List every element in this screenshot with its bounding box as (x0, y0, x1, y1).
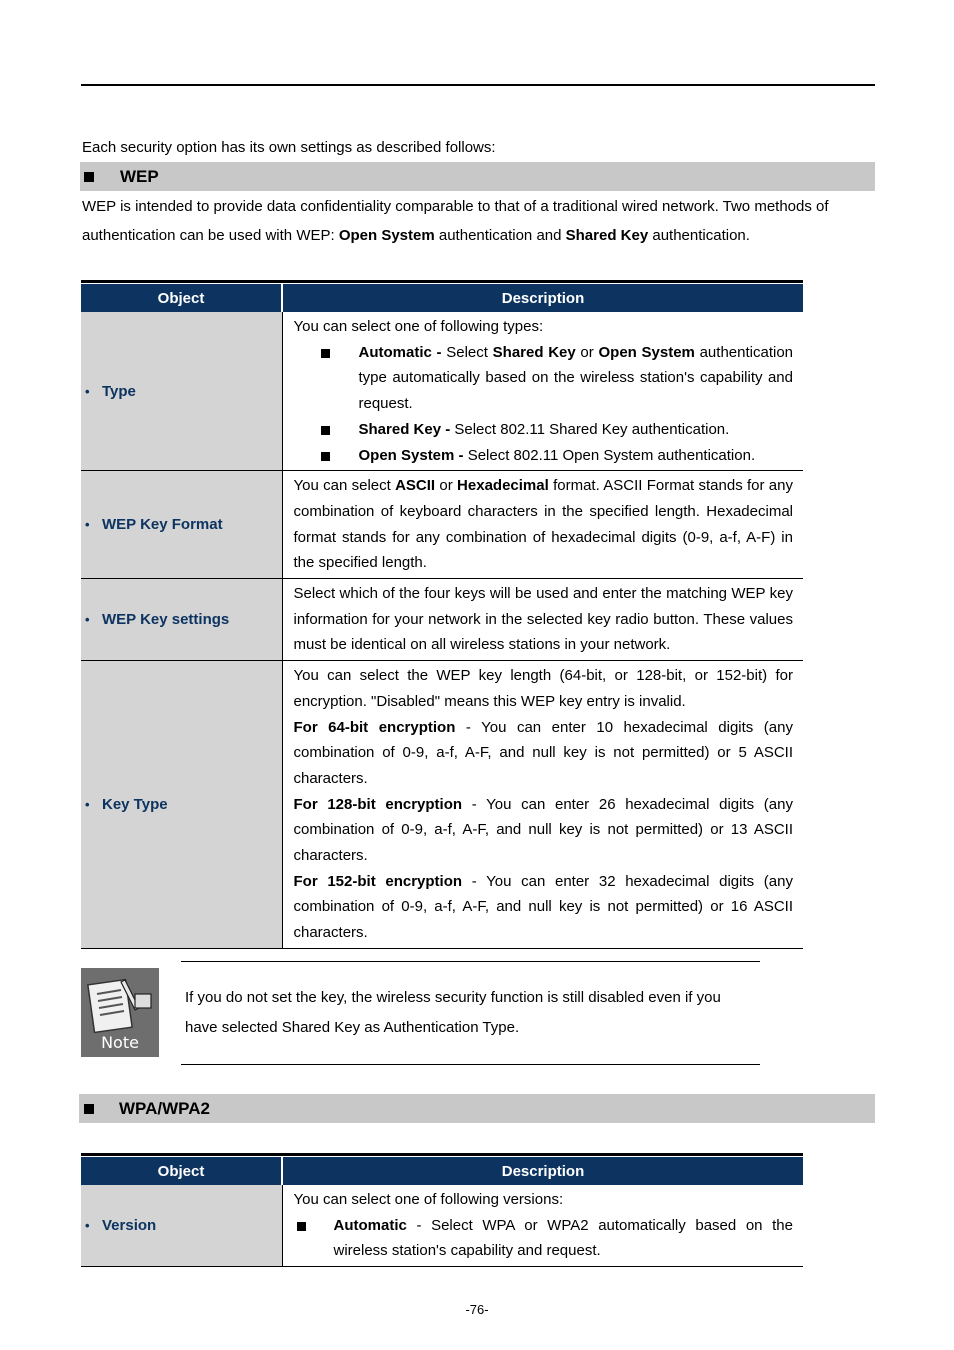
table-top-rule (81, 280, 803, 283)
desc-wep-key-format: You can select ASCII or Hexadecimal format. ASCII Format stands for any combination of keyboard characters in the specified length. Hexadecimal format stands for any combination of hexadecimal digits (0-9, a-f, A-F) in the specified length. (282, 471, 803, 579)
note-text: If you do not set the key, the wireless security function is still disabled even if you have selected Shared Key as Authentication Type. (185, 989, 721, 1036)
object-wep-key-settings: • WEP Key settings (81, 579, 282, 661)
wep-paragraph-line2: authentication can be used with WEP: Open System authentication and Shared Key authentication. (82, 227, 750, 244)
square-bullet-icon (84, 1104, 94, 1114)
header-rule (81, 84, 875, 86)
list-item: Automatic - Select WPA or WPA2 automatically based on the wireless station's capability and request. (294, 1213, 794, 1264)
list-item: Open System - Select 802.11 Open System authentication. (294, 443, 794, 469)
square-bullet-icon (321, 349, 330, 358)
section-wpa (79, 1094, 875, 1123)
note-top-rule (181, 961, 760, 962)
list-item: Shared Key - Select 802.11 Shared Key authentication. (294, 417, 794, 443)
col-object-header: Object (81, 284, 282, 312)
object-key-type: • Key Type (81, 661, 282, 949)
square-bullet-icon (321, 452, 330, 461)
table-row (81, 312, 803, 471)
page-number: -76- (465, 1302, 489, 1317)
object-wep-key-format: • WEP Key Format (81, 471, 282, 579)
object-type: • Type (81, 312, 282, 471)
table-row (81, 579, 803, 661)
col-description-header: Description (282, 1157, 803, 1185)
section-wep (80, 162, 875, 191)
note-icon-label: Note (101, 1033, 139, 1052)
section-wpa-title: WPA/WPA2 (119, 1099, 210, 1118)
table-row (81, 1185, 803, 1267)
desc-type: You can select one of following types: Automatic - Select Shared Key or Open System authentication type automatically based on the wireless station's capability and request. Shared Key - Select 802.11 Shared Key authentication. Open System - Select 802.11 Open System authentication. (282, 312, 803, 471)
square-bullet-icon (321, 426, 330, 435)
table-top-rule (81, 1153, 803, 1156)
square-bullet-icon (84, 172, 94, 182)
note-icon (81, 968, 159, 1057)
wep-table (81, 284, 803, 949)
desc-version: You can select one of following versions: Automatic - Select WPA or WPA2 automatically based on the wireless station's capability and request. (282, 1185, 803, 1267)
col-description-header: Description (282, 284, 803, 312)
intro-text: Each security option has its own settings as described follows: (82, 139, 496, 156)
square-bullet-icon (297, 1222, 306, 1231)
wpa-table (81, 1157, 803, 1267)
note-bottom-rule (181, 1064, 760, 1065)
table-row (81, 661, 803, 949)
list-item: Automatic - Select Shared Key or Open System authentication type automatically based on the wireless station's capability and request. (294, 340, 794, 417)
object-version: • Version (81, 1185, 282, 1267)
desc-wep-key-settings: Select which of the four keys will be used and enter the matching WEP key information for your network in the selected key radio button. These values must be identical on all wireless stations in your network. (282, 579, 803, 661)
wep-paragraph-line1: WEP is intended to provide data confidentiality comparable to that of a traditional wired network. Two methods of (82, 198, 829, 215)
col-object-header: Object (81, 1157, 282, 1185)
table-row (81, 471, 803, 579)
wep-paragraph (82, 192, 875, 250)
section-wep-title: WEP (120, 167, 159, 186)
desc-key-type: You can select the WEP key length (64-bit, or 128-bit, or 152-bit) for encryption. "Disabled" means this WEP key entry is invalid. For 64-bit encryption - You can enter 10 hexadecimal digits (any combination of 0-9, a-f, A-F, and null key is not permitted) or 5 ASCII characters. For 128-bit encryption - You can enter 26 hexadecimal digits (any combination of 0-9, a-f, A-F, and null key is not permitted) or 13 ASCII characters. For 152-bit encryption - You can enter 32 hexadecimal digits (any combination of 0-9, a-f, A-F, and null key is not permitted) or 16 ASCII characters. (282, 661, 803, 949)
